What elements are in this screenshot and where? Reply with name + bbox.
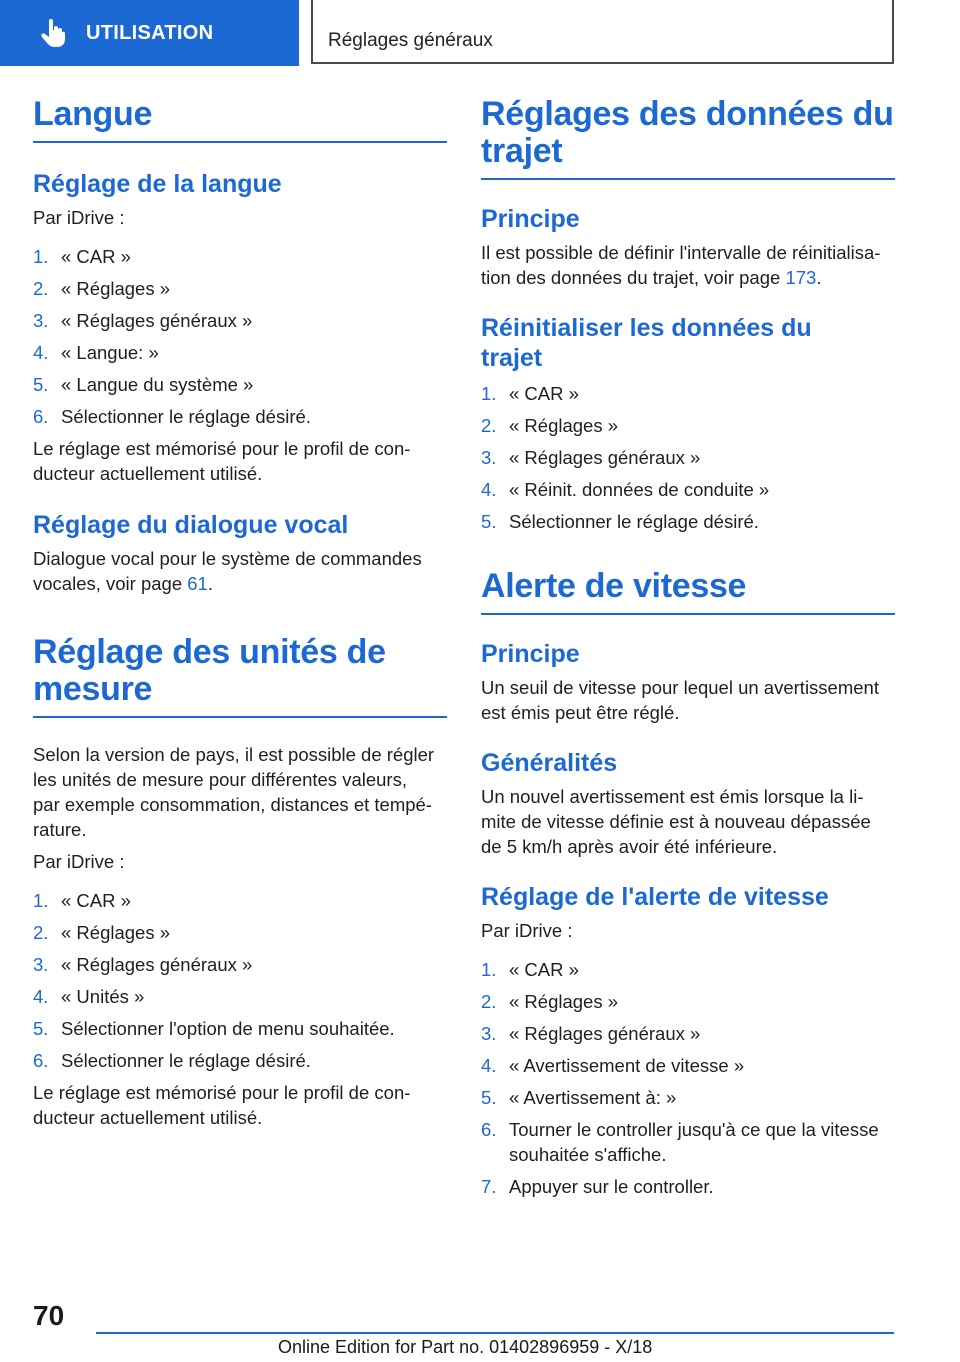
heading-unites: Réglage des unités de mesure bbox=[33, 634, 447, 718]
heading-reglage-langue: Réglage de la langue bbox=[33, 170, 282, 198]
list-item: 4. « Unités » bbox=[33, 986, 145, 1007]
list-item: 2. « Réglages » bbox=[481, 991, 619, 1012]
heading-langue: Langue bbox=[33, 96, 447, 143]
edition-footer: Online Edition for Part no. 01402896959 - X/18 bbox=[278, 1337, 653, 1357]
intro-text: Par iDrive : bbox=[481, 920, 573, 941]
list-item: 5. Sélectionner l'option de menu souhaitée. bbox=[33, 1018, 395, 1039]
list-item: 1. « CAR » bbox=[33, 246, 131, 267]
list-item: 2. « Réglages » bbox=[33, 922, 171, 943]
list-item: 4. « Langue: » bbox=[33, 342, 159, 363]
heading-principe: Principe bbox=[481, 205, 580, 233]
principe-vitesse-text: Un seuil de vitesse pour lequel un avertissement est émis peut être réglé. bbox=[481, 677, 879, 723]
note-text: Le réglage est mémorisé pour le profil de con‐ ducteur actuellement utilisé. bbox=[33, 1082, 411, 1128]
page-link[interactable]: 61 bbox=[187, 573, 208, 594]
principe-text: Il est possible de définir l'intervalle de réinitialisa‐ tion des données du trajet, voir page 173. bbox=[481, 242, 881, 288]
heading-alerte-vitesse: Alerte de vitesse bbox=[481, 568, 895, 615]
list-item: 1. « CAR » bbox=[33, 890, 131, 911]
hand-pointer-icon bbox=[38, 18, 68, 48]
intro-text: Par iDrive : bbox=[33, 207, 125, 228]
steps-langue bbox=[33, 244, 447, 429]
unites-text: Selon la version de pays, il est possible de régler les unités de mesure pour différentes valeurs, par exemple consommation, distances et tempé‐ rature. bbox=[33, 744, 435, 840]
list-item: 4. « Avertissement de vitesse » bbox=[481, 1055, 745, 1076]
page-number: 70 bbox=[33, 1300, 65, 1331]
steps-alerte bbox=[481, 957, 895, 1199]
list-item: 6. Sélectionner le réglage désiré. bbox=[33, 406, 311, 427]
list-item: 3. « Réglages généraux » bbox=[33, 954, 253, 975]
section-tab bbox=[0, 0, 299, 66]
section-label: UTILISATION bbox=[86, 21, 214, 44]
list-item: 6. Sélectionner le réglage désiré. bbox=[33, 1050, 311, 1071]
list-item: 2. « Réglages » bbox=[33, 278, 171, 299]
list-item: 4. « Réinit. données de conduite » bbox=[481, 479, 770, 500]
steps-reinit bbox=[481, 381, 895, 534]
list-item: 5. Sélectionner le réglage désiré. bbox=[481, 511, 759, 532]
footer-divider bbox=[96, 1332, 894, 1334]
list-item: 2. « Réglages » bbox=[481, 415, 619, 436]
left-column bbox=[33, 96, 447, 1130]
page-link[interactable]: 173 bbox=[785, 267, 817, 288]
right-column bbox=[481, 96, 895, 1199]
chapter-title: Réglages généraux bbox=[328, 30, 493, 51]
heading-dialogue-vocal: Réglage du dialogue vocal bbox=[33, 511, 349, 539]
steps-unites bbox=[33, 888, 447, 1073]
generalites-text: Un nouvel avertissement est émis lorsque la li‐ mite de vitesse définie est à nouveau dépassée de 5 km/h après avoir été inférieure. bbox=[481, 786, 871, 857]
list-item: 3. « Réglages généraux » bbox=[481, 1023, 701, 1044]
heading-reinit: Réinitialiser les données du trajet bbox=[481, 314, 812, 372]
chapter-header bbox=[311, 0, 894, 64]
list-item: 7. Appuyer sur le controller. bbox=[481, 1176, 714, 1197]
list-item: 5. « Avertissement à: » bbox=[481, 1087, 677, 1108]
list-item: 6. Tourner le controller jusqu'à ce que la vitesse souhaitée s'affiche. bbox=[481, 1119, 879, 1165]
intro-text: Par iDrive : bbox=[33, 851, 125, 872]
heading-generalites: Généralités bbox=[481, 749, 618, 777]
list-item: 1. « CAR » bbox=[481, 959, 579, 980]
dialogue-text: Dialogue vocal pour le système de commandes vocales, voir page 61. bbox=[33, 548, 422, 594]
list-item: 3. « Réglages généraux » bbox=[481, 447, 701, 468]
heading-reglage-alerte: Réglage de l'alerte de vitesse bbox=[481, 883, 829, 911]
list-item: 5. « Langue du système » bbox=[33, 374, 254, 395]
list-item: 3. « Réglages généraux » bbox=[33, 310, 253, 331]
heading-trajet: Réglages des données du trajet bbox=[481, 96, 895, 180]
note-text: Le réglage est mémorisé pour le profil de con‐ ducteur actuellement utilisé. bbox=[33, 438, 411, 484]
list-item: 1. « CAR » bbox=[481, 383, 579, 404]
heading-principe-vitesse: Principe bbox=[481, 640, 580, 668]
